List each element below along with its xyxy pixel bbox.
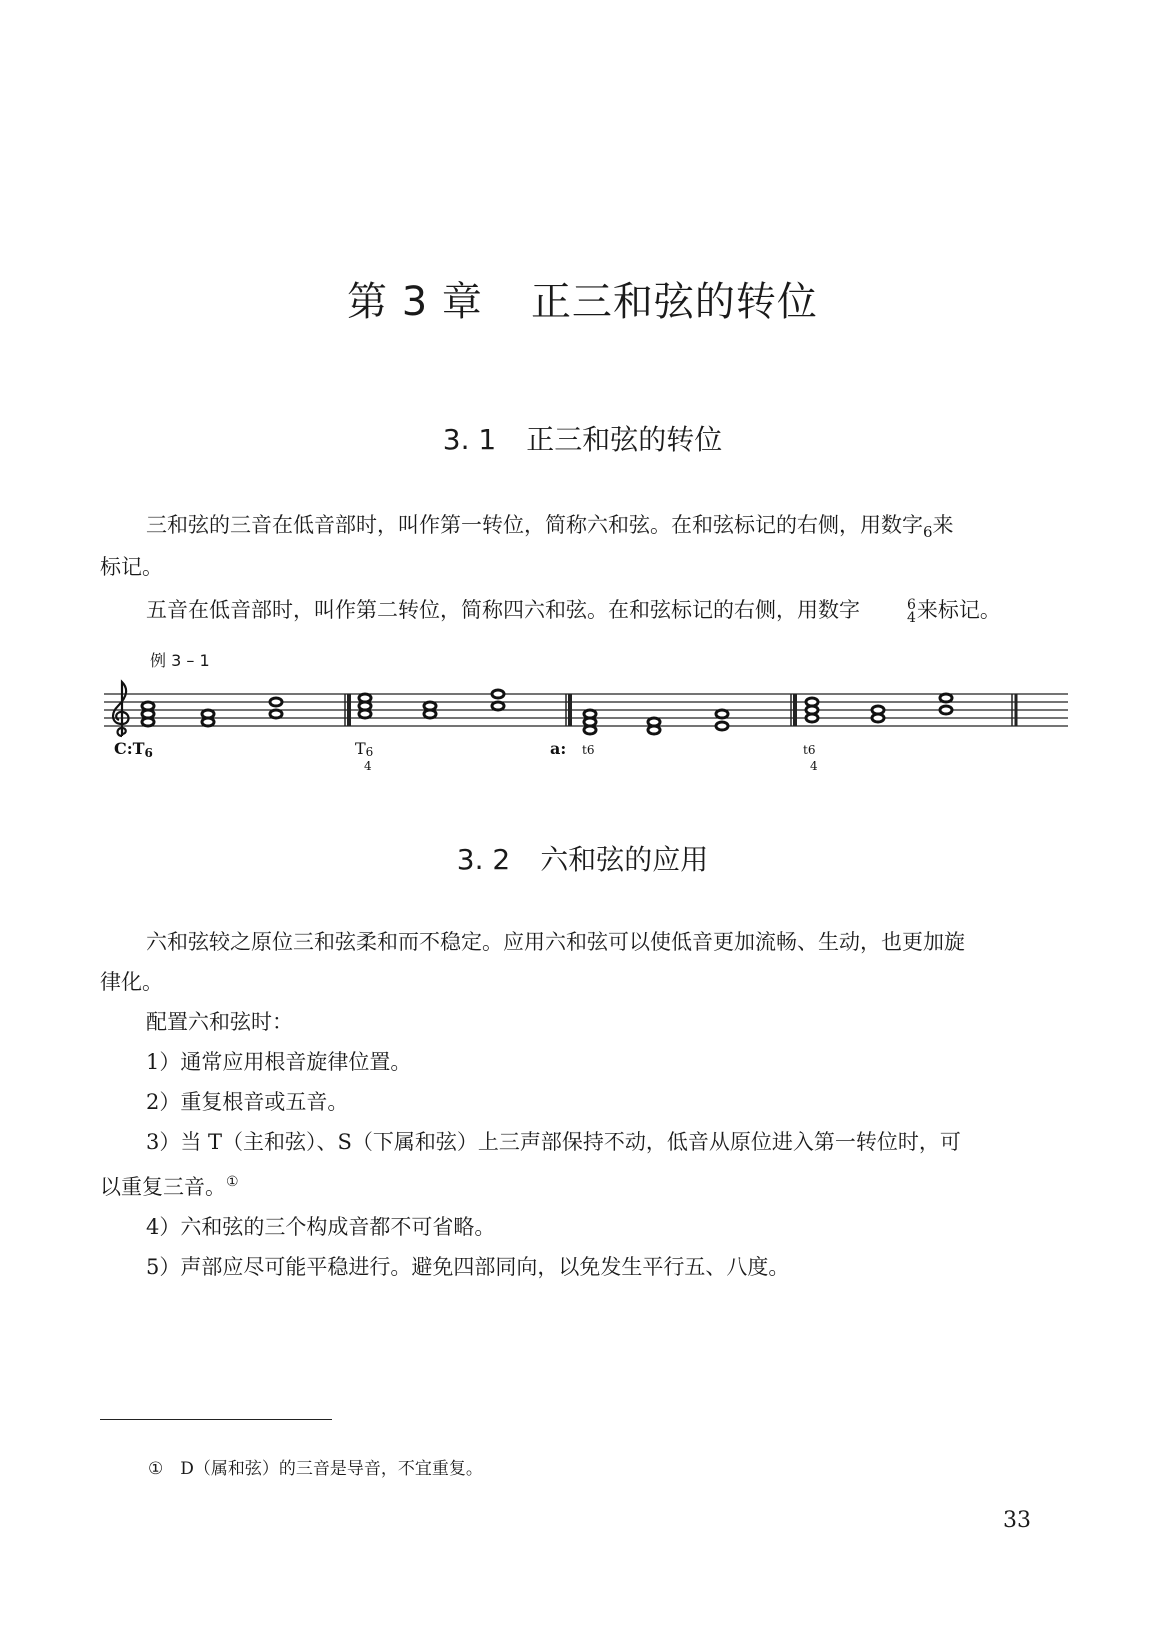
list-item: 4）六和弦的三个构成音都不可省略。 <box>146 1215 496 1239</box>
label-t6: t6 <box>582 743 595 757</box>
note <box>716 722 728 730</box>
page-number: 33 <box>1003 1508 1031 1533</box>
figure-64: 6 4 <box>907 596 916 626</box>
list-item: 2）重复根音或五音。 <box>146 1090 349 1114</box>
chapter-title-text: 正三和弦的转位 <box>530 279 818 325</box>
label-t64b-bottom: 4 <box>810 759 818 773</box>
note <box>270 710 282 718</box>
section-number: 3. 2 <box>456 843 511 876</box>
footnote: ① D（属和弦）的三音是导音，不宜重复。 <box>148 1459 483 1479</box>
section-number: 3. 1 <box>442 423 497 456</box>
chapter-number: 第 3 章 <box>347 279 483 325</box>
note <box>424 702 436 710</box>
list-item: 5）声部应尽可能平稳进行。避免四部同向，以免发生平行五、八度。 <box>146 1255 790 1279</box>
music-example-3-1 <box>100 678 1072 788</box>
note <box>142 702 154 710</box>
note <box>584 710 596 718</box>
section-title-3-2 <box>0 838 1165 878</box>
note <box>202 710 214 718</box>
note <box>806 698 818 706</box>
paragraph-sixth-chord-usage: 六和弦较之原位三和弦柔和而不稳定。应用六和弦可以使低音更加流畅、生动，也更加旋 律化。 <box>100 930 965 994</box>
footnote-divider <box>100 1419 332 1420</box>
note <box>492 702 504 710</box>
figure-6: 6 <box>923 523 933 541</box>
chord-labels <box>114 739 818 773</box>
label-a-key: a: <box>550 739 567 758</box>
note <box>270 698 282 706</box>
footnote-mark[interactable]: ① <box>226 1174 239 1190</box>
note <box>872 706 884 714</box>
label-t64-bottom: 4 <box>364 759 372 773</box>
section-title-text: 正三和弦的转位 <box>526 423 723 456</box>
list-item: 3）当 T（主和弦）、S（下属和弦）上三声部保持不动，低音从原位进入第一转位时，可 <box>146 1130 961 1154</box>
section-title-3-1 <box>0 418 1165 458</box>
note <box>648 718 660 726</box>
label-t64: T6 <box>355 739 374 759</box>
treble-clef-icon <box>113 682 128 736</box>
chord-notes <box>142 690 952 734</box>
note <box>492 690 504 698</box>
note <box>716 710 728 718</box>
note <box>940 706 952 714</box>
chapter-title <box>0 270 1165 327</box>
label-c-t6: C:T6 <box>114 739 153 760</box>
paragraph-second-inversion: 五音在低音部时，叫作第二转位，简称四六和弦。在和弦标记的右侧，用数字 6 4 来标记。 <box>146 596 1001 626</box>
paragraph-first-inversion: 三和弦的三音在低音部时，叫作第一转位，简称六和弦。在和弦标记的右侧，用数字$_6$来 标记。 <box>100 513 954 579</box>
note <box>940 694 952 702</box>
example-label: 例 3 – 1 <box>150 651 210 670</box>
paragraph-list <box>100 1002 1070 1287</box>
label-t64b: t6 <box>803 743 816 757</box>
list-intro: 配置六和弦时： <box>146 1010 293 1034</box>
section-title-text: 六和弦的应用 <box>540 843 709 876</box>
note <box>359 694 371 702</box>
list-item: 1）通常应用根音旋律位置。 <box>146 1050 412 1074</box>
list-item-continuation: 以重复三音。① <box>100 1174 239 1199</box>
